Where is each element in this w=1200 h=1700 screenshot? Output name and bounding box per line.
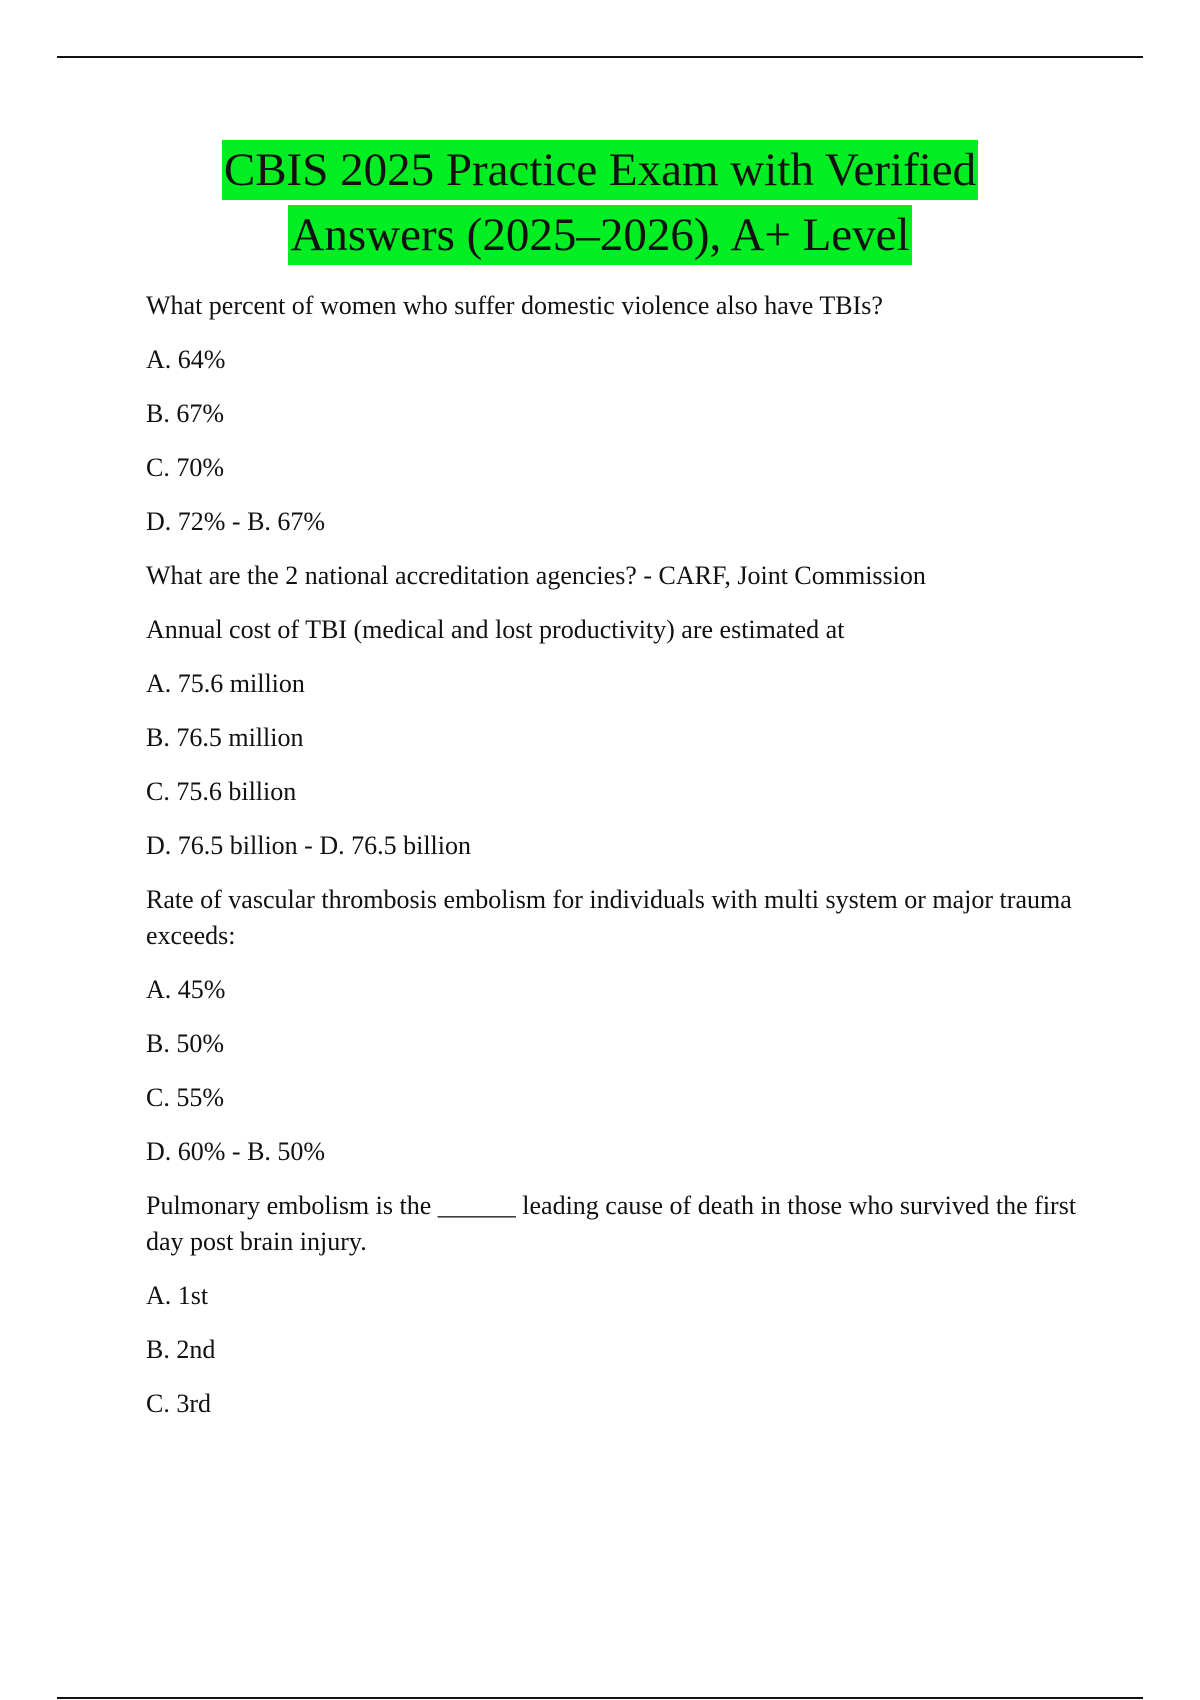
document-body <box>146 288 1086 1440</box>
question-5: Pulmonary embolism is the ______ leading cause of death in those who survived the first day post brain injury. <box>146 1191 1077 1256</box>
question-4-option-d-answer: D. 60% - B. 50% <box>146 1137 326 1166</box>
question-4-option-a: A. 45% <box>146 975 226 1004</box>
question-1-option-b: B. 67% <box>146 399 224 428</box>
question-3-option-a: A. 75.6 million <box>146 669 305 698</box>
question-1: What percent of women who suffer domestic violence also have TBIs? <box>146 291 883 320</box>
question-5-option-a: A. 1st <box>146 1281 209 1310</box>
question-4-option-b: B. 50% <box>146 1029 224 1058</box>
question-1-option-c: C. 70% <box>146 453 224 482</box>
question-4: Rate of vascular thrombosis embolism for individuals with multi system or major trauma exceeds: <box>146 885 1072 950</box>
question-1-option-d-answer: D. 72% - B. 67% <box>146 507 326 536</box>
question-5-option-c: C. 3rd <box>146 1389 211 1418</box>
document-title <box>0 140 1200 265</box>
title-line-2: Answers (2025–2026), A+ Level <box>288 205 911 265</box>
header-rule <box>57 56 1143 58</box>
title-line-1: CBIS 2025 Practice Exam with Verified <box>222 140 978 200</box>
question-3-option-c: C. 75.6 billion <box>146 777 297 806</box>
question-2-with-answer: What are the 2 national accreditation agencies? - CARF, Joint Commission <box>146 561 926 590</box>
question-3: Annual cost of TBI (medical and lost productivity) are estimated at <box>146 615 845 644</box>
question-1-option-a: A. 64% <box>146 345 226 374</box>
footer-rule <box>57 1697 1143 1699</box>
question-4-option-c: C. 55% <box>146 1083 224 1112</box>
question-5-option-b: B. 2nd <box>146 1335 216 1364</box>
question-3-option-d-answer: D. 76.5 billion - D. 76.5 billion <box>146 831 471 860</box>
question-3-option-b: B. 76.5 million <box>146 723 304 752</box>
